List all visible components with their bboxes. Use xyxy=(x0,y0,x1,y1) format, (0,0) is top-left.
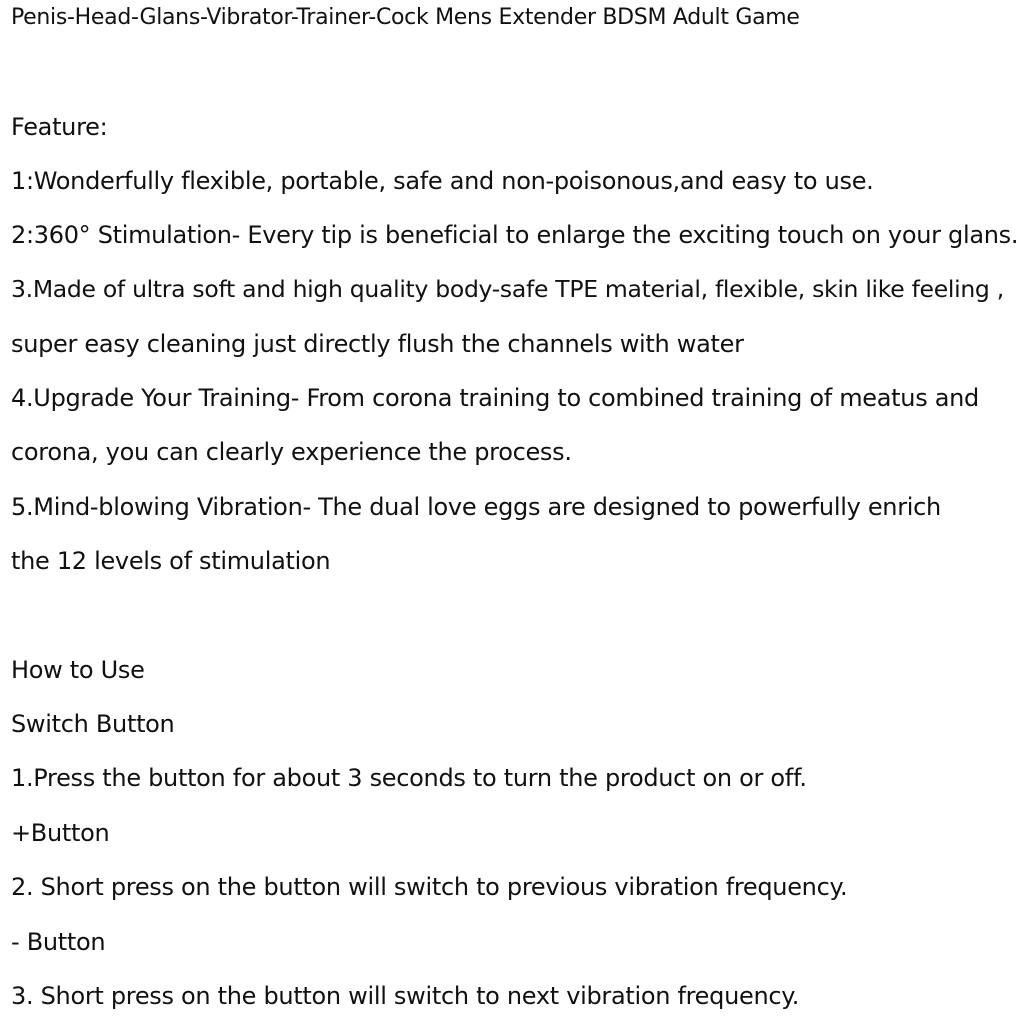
plus-button-text: 2. Short press on the button will switch to previous vibration frequency. xyxy=(11,873,848,901)
feature-line-4-cont: corona, you can clearly experience the process. xyxy=(11,438,572,466)
plus-button-heading: +Button xyxy=(11,819,110,847)
minus-button-text: 3. Short press on the button will switch to next vibration frequency. xyxy=(11,982,800,1010)
feature-line-4: 4.Upgrade Your Training- From corona training to combined training of meatus and xyxy=(11,384,979,412)
product-title: Penis-Head-Glans-Vibrator-Trainer-Cock Mens Extender BDSM Adult Game xyxy=(11,5,800,30)
feature-heading: Feature: xyxy=(11,113,108,141)
feature-line-2: 2:360° Stimulation- Every tip is beneficial to enlarge the exciting touch on your glans. xyxy=(11,221,1019,249)
switch-button-text: 1.Press the button for about 3 seconds to turn the product on or off. xyxy=(11,764,807,792)
minus-button-heading: - Button xyxy=(11,928,106,956)
feature-line-5: 5.Mind-blowing Vibration- The dual love eggs are designed to powerfully enrich xyxy=(11,493,941,521)
feature-line-3: 3.Made of ultra soft and high quality body-safe TPE material, flexible, skin like feeling , xyxy=(11,275,1004,303)
feature-line-3-cont: super easy cleaning just directly flush the channels with water xyxy=(11,330,744,358)
howto-heading: How to Use xyxy=(11,656,145,684)
feature-line-5-cont: the 12 levels of stimulation xyxy=(11,547,331,575)
feature-line-1: 1:Wonderfully flexible, portable, safe and non-poisonous,and easy to use. xyxy=(11,167,874,195)
switch-button-heading: Switch Button xyxy=(11,710,175,738)
